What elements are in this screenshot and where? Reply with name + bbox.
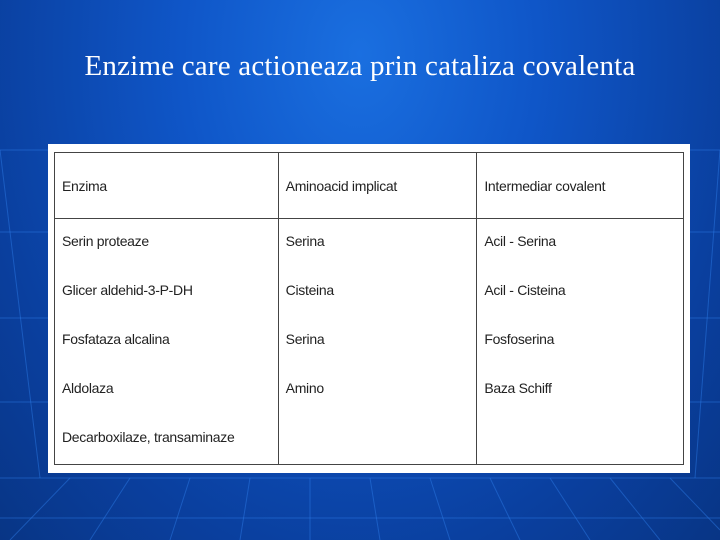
cell-aminoacid: Serina [278, 317, 477, 366]
header-aminoacid: Aminoacid implicat [278, 153, 477, 219]
cell-enzyme: Glicer aldehid-3-P-DH [62, 282, 193, 299]
cell-enzyme: Serin proteaze [62, 233, 149, 249]
cell-enzyme: Decarboxilaze, transaminaze [62, 428, 235, 445]
table-row [55, 219, 684, 269]
cell-enzyme: Fosfataza alcalina [62, 331, 170, 348]
cell-aminoacid [278, 415, 477, 465]
header-intermediar: Intermediar covalent [477, 153, 684, 219]
cell-aminoacid: Cisteina [278, 268, 477, 317]
cell-intermediate: Acil - Serina [477, 219, 684, 269]
table-row [55, 366, 684, 415]
cell-aminoacid: Amino [278, 366, 477, 415]
slide-title: Enzime care actioneaza prin cataliza covalenta [84, 50, 636, 82]
table-row [55, 268, 684, 317]
table-row [55, 415, 684, 465]
table-row [55, 317, 684, 366]
table-panel [48, 144, 690, 473]
cell-intermediate [477, 415, 684, 465]
cell-intermediate: Fosfoserina [477, 317, 684, 366]
table-header-row [55, 153, 684, 219]
cell-intermediate: Baza Schiff [477, 366, 684, 415]
cell-enzyme: Aldolaza [62, 379, 114, 396]
cell-aminoacid: Serina [278, 219, 477, 269]
cell-intermediate: Acil - Cisteina [477, 268, 684, 317]
enzyme-table [54, 152, 684, 465]
header-enzima: Enzima [55, 153, 279, 219]
